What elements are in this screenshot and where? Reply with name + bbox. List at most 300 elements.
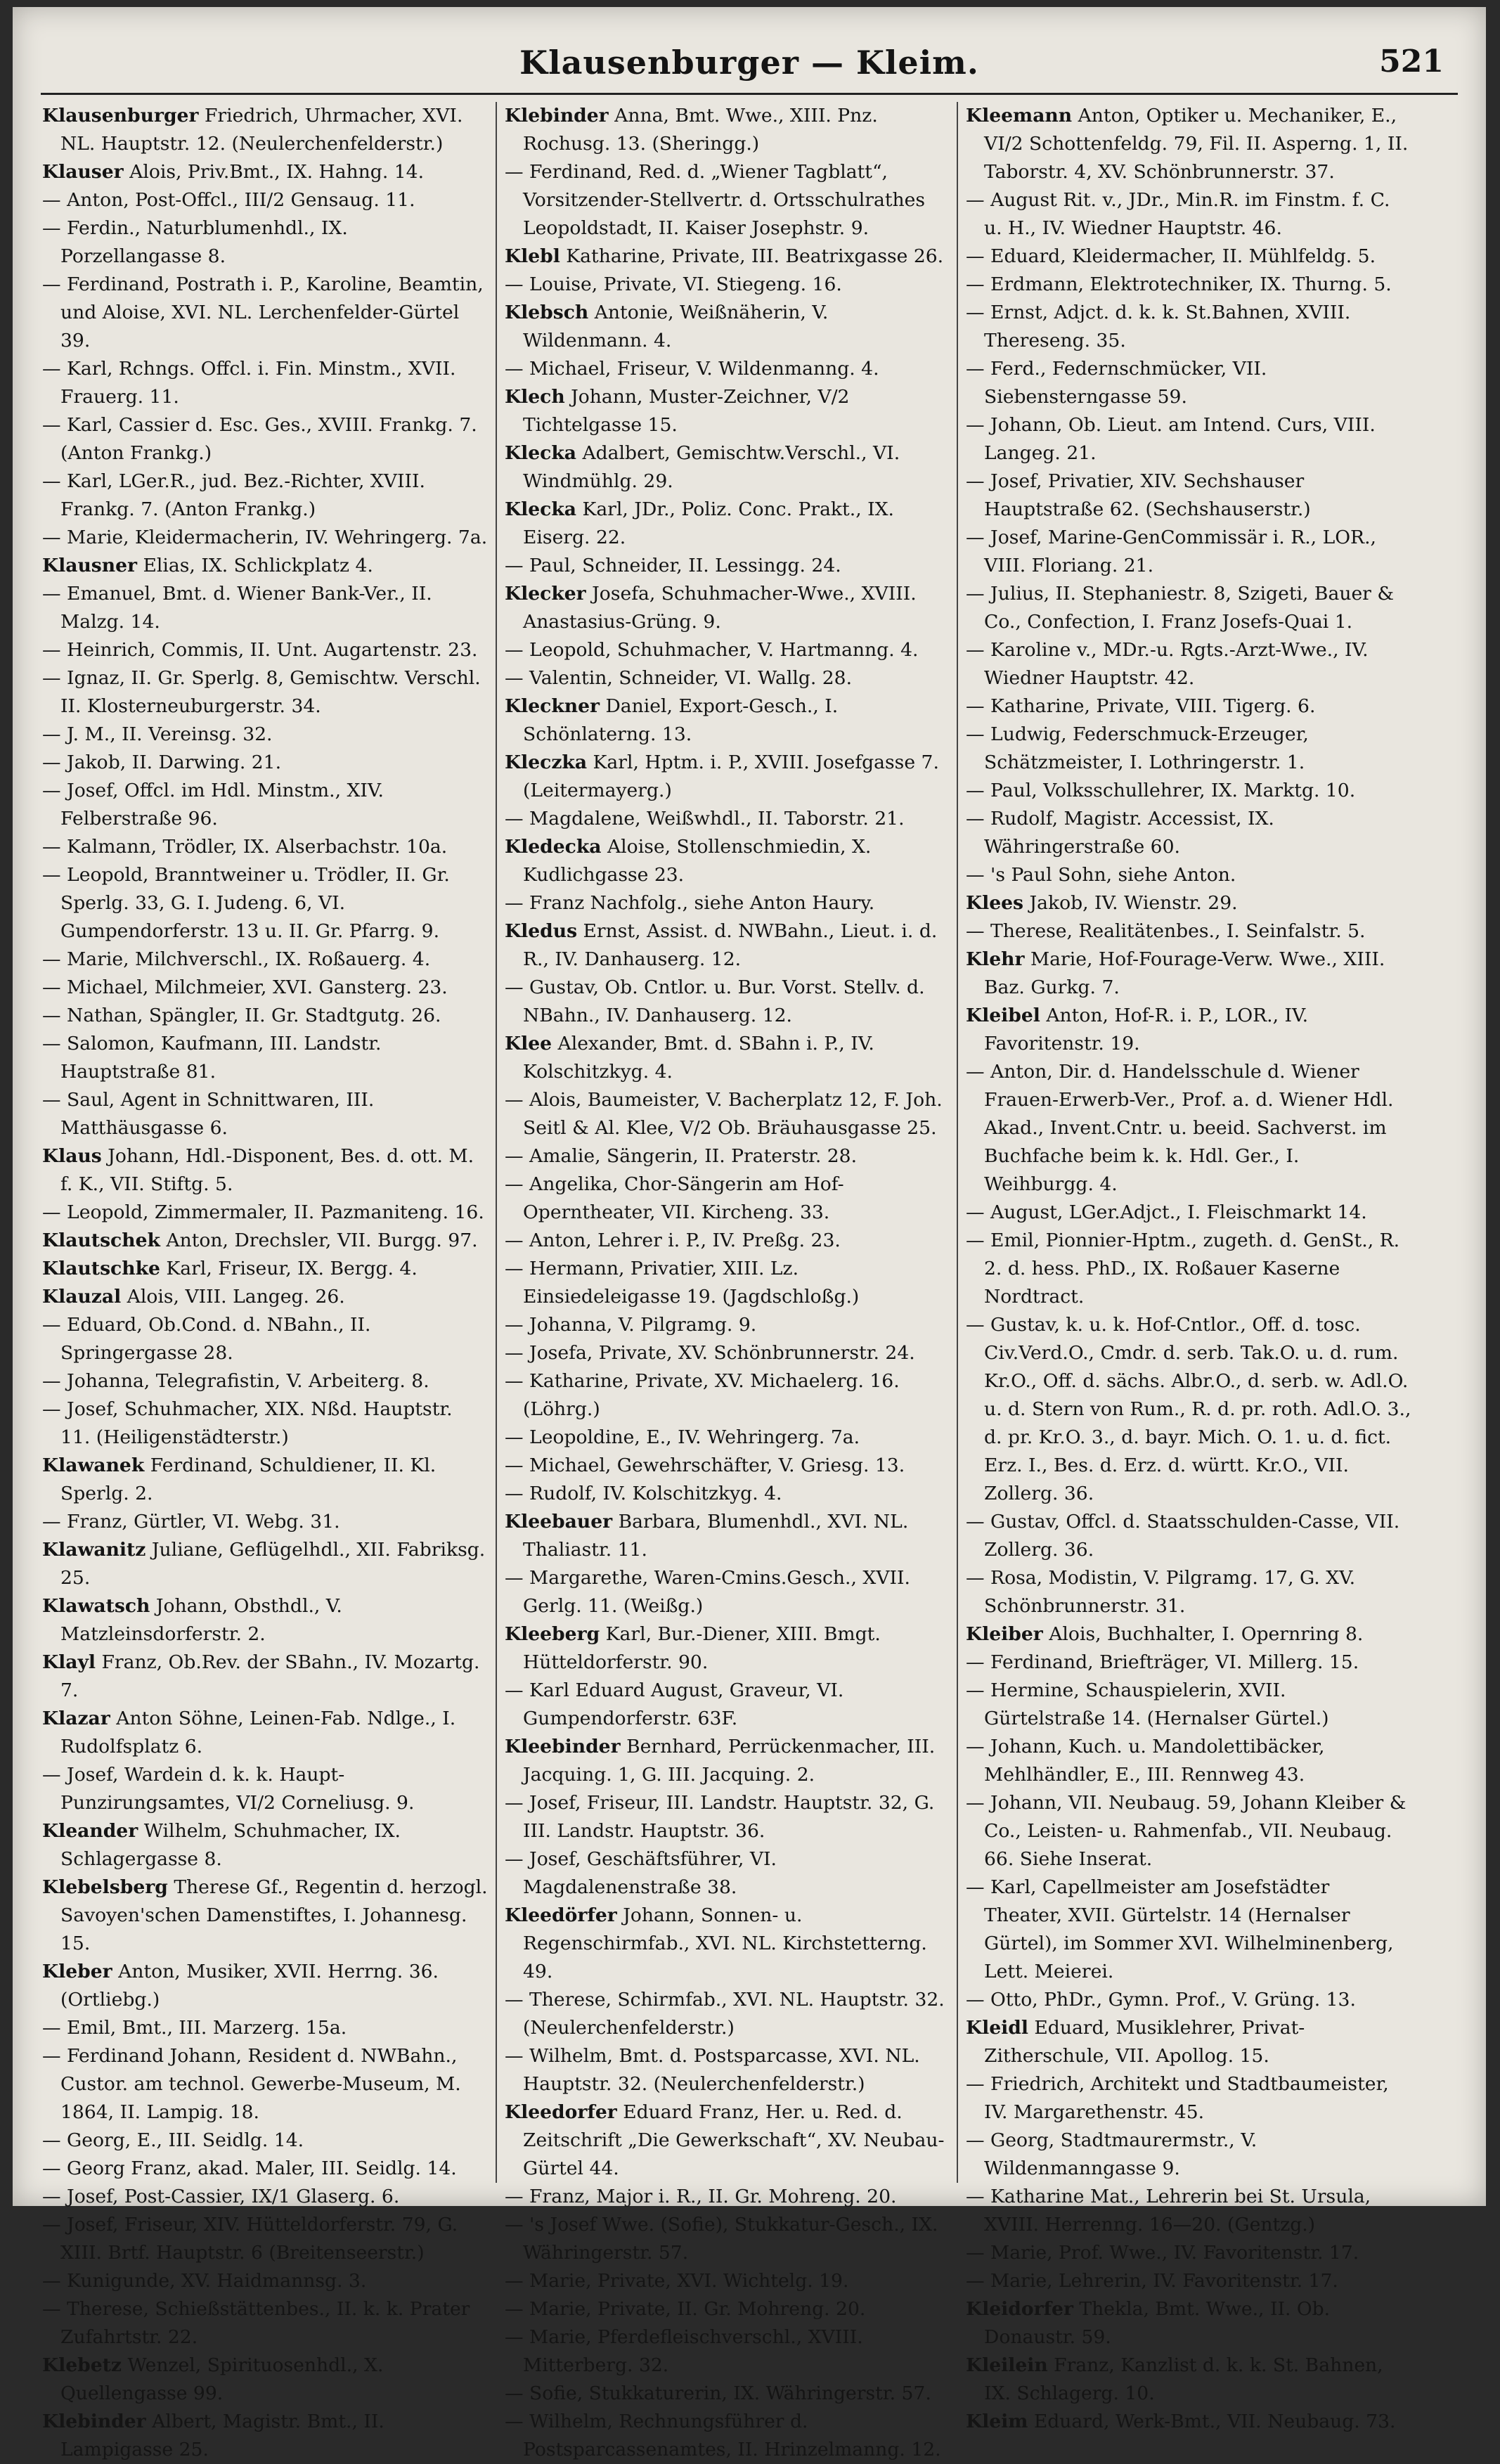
entry-text: Johann, Muster-Zeichner, V/2 Tichtelgasse 15. xyxy=(523,386,850,436)
directory-entry xyxy=(505,102,950,158)
directory-entry xyxy=(42,2352,488,2408)
entry-text: — Karl, LGer.R., jud. Bez.-Richter, XVIII. Frankg. 7. (Anton Frankg.) xyxy=(42,470,425,520)
entry-text: Katharine, Private, III. Beatrixgasse 26. xyxy=(560,245,944,267)
directory-entry xyxy=(42,1508,488,1536)
entry-surname: Klausner xyxy=(42,555,138,576)
directory-entry xyxy=(505,2211,950,2267)
entry-text: — Alois, Baumeister, V. Bacherplatz 12, F. Joh. Seitl & Al. Klee, V/2 Ob. Bräuhausgasse 25. xyxy=(505,1089,943,1139)
directory-entry xyxy=(505,1733,950,1789)
directory-entry xyxy=(966,186,1411,243)
entry-text: — Saul, Agent in Schnittwaren, III. Matthäusgasse 6. xyxy=(42,1089,375,1139)
entry-text: — Marie, Private, II. Gr. Mohreng. 20. xyxy=(505,2298,866,2320)
directory-entry xyxy=(42,1227,488,1255)
entry-surname: Klebl xyxy=(505,245,560,267)
entry-surname: Klaus xyxy=(42,1145,102,1167)
entry-text: — Josef, Offcl. im Hdl. Minstm., XIV. Felberstraße 96. xyxy=(42,780,384,830)
directory-entry xyxy=(966,1649,1411,1677)
directory-column-1 xyxy=(42,102,488,2460)
directory-entry xyxy=(966,1789,1411,1873)
directory-entry xyxy=(42,1649,488,1705)
entry-surname: Klautschke xyxy=(42,1258,160,1279)
directory-entry xyxy=(966,411,1411,467)
entry-text: Anna, Bmt. Wwe., XIII. Pnz. Rochusg. 13. (Sheringg.) xyxy=(523,105,878,155)
directory-entry xyxy=(505,2380,950,2408)
entry-surname: Kleiber xyxy=(966,1623,1043,1645)
directory-entry xyxy=(42,1817,488,1873)
entry-text: — Josef, Friseur, III. Landstr. Hauptstr. 32, G. III. Landstr. Hauptstr. 36. xyxy=(505,1792,935,1842)
directory-entry xyxy=(505,496,950,552)
entry-text: — Georg, Stadtmaurermstr., V. Wildenmanngasse 9. xyxy=(966,2129,1257,2179)
entry-text: — Rudolf, Magistr. Accessist, IX. Währingerstraße 60. xyxy=(966,808,1274,858)
entry-text: — Karl Eduard August, Graveur, VI. Gumpendorferstr. 63F. xyxy=(505,1679,844,1729)
directory-entry xyxy=(505,1311,950,1339)
entry-text: — Ferdinand Johann, Resident d. NWBahn., Custor. am technol. Gewerbe-Museum, M. 1864, II. Lampig. 18. xyxy=(42,2045,461,2123)
entry-text: — Johann, Kuch. u. Mandolettibäcker, Mehlhändler, E., III. Rennweg 43. xyxy=(966,1736,1325,1786)
entry-text: Alois, Buchhalter, I. Opernring 8. xyxy=(1042,1623,1364,1645)
entry-surname: Klawanek xyxy=(42,1454,145,1476)
entry-surname: Klech xyxy=(505,386,565,408)
directory-entry xyxy=(42,1536,488,1592)
directory-entry xyxy=(42,158,488,186)
entry-surname: Klees xyxy=(966,892,1024,914)
entry-text: — Paul, Schneider, II. Lessingg. 24. xyxy=(505,555,841,576)
directory-entry xyxy=(42,1873,488,1958)
entry-text: — Karoline v., MDr.-u. Rgts.-Arzt-Wwe., IV. Wiedner Hauptstr. 42. xyxy=(966,639,1369,689)
entry-text: — Rosa, Modistin, V. Pilgramg. 17, G. XV. Schönbrunnerstr. 31. xyxy=(966,1567,1356,1617)
directory-entry xyxy=(505,299,950,355)
directory-entry xyxy=(505,1620,950,1677)
entry-text: — Katharine, Private, VIII. Tigerg. 6. xyxy=(966,695,1316,717)
entry-text: — Kalmann, Trödler, IX. Alserbachstr. 10a. xyxy=(42,836,448,858)
entry-text: — Gustav, k. u. k. Hof-Cntlor., Off. d. tosc. Civ.Verd.O., Cmdr. d. serb. Tak.O. u. d. rum. Kr.O., Off. d. sächs. Albr.O., d. serb. w. Adl.O. u. d. Stern von Rum., R. d. pr. roth. Adl.O. 3., d. pr. Kr.O. 3., d. bayr. Mich. O. 1. u. d. fict. Erz. I., Bes. d. Erz. d. württ. Kr.O., VII. Zollerg. 36. xyxy=(966,1314,1411,1504)
entry-surname: Kleibel xyxy=(966,1005,1040,1026)
directory-entry xyxy=(966,2070,1411,2127)
directory-entry xyxy=(42,1761,488,1817)
directory-page xyxy=(13,7,1486,2460)
entry-text: Ferdinand, Schuldiener, II. Kl. Sperlg. 2. xyxy=(60,1454,437,1504)
entry-text: — Hermann, Privatier, XIII. Lz. Einsiedeleigasse 19. (Jagdschloßg.) xyxy=(505,1258,860,1308)
entry-text: — Ignaz, II. Gr. Sperlg. 8, Gemischtw. Verschl. II. Klosterneuburgerstr. 34. xyxy=(42,667,481,717)
entry-text: Eduard, Werk-Bmt., VII. Neubaug. 73. xyxy=(1028,2411,1396,2432)
entry-text: — Emil, Bmt., III. Marzerg. 15a. xyxy=(42,2017,347,2039)
entry-text: — Marie, Lehrerin, IV. Favoritenstr. 17. xyxy=(966,2270,1338,2292)
directory-entry xyxy=(42,946,488,974)
directory-entry xyxy=(505,1255,950,1311)
entry-surname: Klauzal xyxy=(42,1286,122,1308)
entry-text: — Therese, Schießstättenbes., II. k. k. Prater Zufahrtstr. 22. xyxy=(42,2298,470,2348)
directory-entry xyxy=(966,777,1411,805)
entry-text: — Anton, Lehrer i. P., IV. Preßg. 23. xyxy=(505,1230,841,1251)
entry-text: Thekla, Bmt. Wwe., II. Ob. Donaustr. 59. xyxy=(984,2298,1331,2348)
directory-entry xyxy=(505,2267,950,2295)
directory-entry xyxy=(505,1227,950,1255)
directory-entry xyxy=(42,2408,488,2464)
entry-surname: Klayl xyxy=(42,1651,96,1673)
entry-text: — Ernst, Adjct. d. k. k. St.Bahnen, XVIII. Thereseng. 35. xyxy=(966,302,1351,351)
directory-entry xyxy=(42,2211,488,2267)
entry-text: Albert, Magistr. Bmt., II. Lampigasse 25. xyxy=(60,2411,384,2460)
entry-text: — Katharine Mat., Lehrerin bei St. Ursula, XVIII. Herrenng. 16—20. (Gentzg.) xyxy=(966,2186,1371,2236)
entry-text: — Michael, Friseur, V. Wildenmanng. 4. xyxy=(505,358,879,380)
directory-entry xyxy=(966,1564,1411,1620)
directory-entry xyxy=(966,271,1411,299)
directory-entry xyxy=(966,1199,1411,1227)
entry-text: Karl, JDr., Poliz. Conc. Prakt., IX. Eiserg. 22. xyxy=(523,498,894,548)
directory-entry xyxy=(505,1902,950,1986)
directory-entry xyxy=(42,2127,488,2155)
directory-entry xyxy=(966,299,1411,355)
directory-entry xyxy=(42,721,488,749)
entry-text: — Eduard, Ob.Cond. d. NBahn., II. Springergasse 28. xyxy=(42,1314,371,1364)
directory-entry xyxy=(966,1986,1411,2014)
entry-surname: Klebsch xyxy=(505,302,589,323)
entry-text: — Louise, Private, VI. Stiegeng. 16. xyxy=(505,273,842,295)
directory-entry xyxy=(505,2183,950,2211)
entry-surname: Kleber xyxy=(42,1961,112,1982)
entry-surname: Klebetz xyxy=(42,2354,122,2376)
directory-entry xyxy=(966,1620,1411,1649)
directory-entry xyxy=(42,411,488,467)
directory-entry xyxy=(42,102,488,158)
directory-entry xyxy=(505,158,950,243)
entry-text: — Leopold, Zimmermaler, II. Pazmaniteng. 16. xyxy=(42,1201,484,1223)
entry-text: — Michael, Gewehrschäfter, V. Griesg. 13. xyxy=(505,1454,905,1476)
directory-entry xyxy=(966,946,1411,1002)
entry-text: Barbara, Blumenhdl., XVI. NL. Thaliastr. 11. xyxy=(523,1511,909,1561)
entry-text: — 's Paul Sohn, siehe Anton. xyxy=(966,864,1236,886)
entry-text: — Ludwig, Federschmuck-Erzeuger, Schätzmeister, I. Lothringerstr. 1. xyxy=(966,723,1309,773)
entry-surname: Klee xyxy=(505,1033,552,1054)
entry-text: Franz, Ob.Rev. der SBahn., IV. Mozartg. 7. xyxy=(60,1651,480,1701)
directory-entry xyxy=(505,1986,950,2042)
directory-entry xyxy=(42,636,488,664)
entry-surname: Klautschek xyxy=(42,1230,160,1251)
entry-text: — Hermine, Schauspielerin, XVII. Gürtelstraße 14. (Hernalser Gürtel.) xyxy=(966,1679,1329,1729)
entry-text: — Leopoldine, E., IV. Wehringerg. 7a. xyxy=(505,1426,860,1448)
entry-text: — Ferd., Federnschmücker, VII. Siebensterngasse 59. xyxy=(966,358,1267,408)
entry-text: — Otto, PhDr., Gymn. Prof., V. Grüng. 13. xyxy=(966,1989,1356,2011)
entry-surname: Klehr xyxy=(966,948,1025,970)
entry-surname: Klebelsberg xyxy=(42,1876,168,1898)
directory-entry xyxy=(42,1311,488,1367)
directory-entry xyxy=(966,917,1411,946)
entry-text: — Karl, Cassier d. Esc. Ges., XVIII. Frankg. 7. (Anton Frankg.) xyxy=(42,414,477,464)
entry-text: — Marie, Private, XVI. Wichtelg. 19. xyxy=(505,2270,849,2292)
directory-entry xyxy=(966,1873,1411,1986)
entry-text: Johann, Hdl.-Disponent, Bes. d. ott. M. f. K., VII. Stiftg. 5. xyxy=(60,1145,474,1195)
entry-text: — Josef, Schuhmacher, XIX. Nßd. Hauptstr. 11. (Heiligenstädterstr.) xyxy=(42,1398,453,1448)
directory-entry xyxy=(505,383,950,439)
entry-text: Adalbert, Gemischtw.Verschl., VI. Windmühlg. 29. xyxy=(523,442,900,492)
directory-entry xyxy=(42,1199,488,1227)
entry-text: Alois, VIII. Langeg. 26. xyxy=(121,1286,345,1308)
entry-text: Aloise, Stollenschmiedin, X. Kudlichgasse 23. xyxy=(523,836,872,886)
entry-text: Johann, Obsthdl., V. Matzleinsdorferstr. 2. xyxy=(60,1595,342,1645)
directory-entry xyxy=(505,271,950,299)
directory-entry xyxy=(42,186,488,214)
entry-surname: Kledecka xyxy=(505,836,602,858)
directory-entry xyxy=(42,1283,488,1311)
entry-text: — Johann, Ob. Lieut. am Intend. Curs, VIII. Langeg. 21. xyxy=(966,414,1376,464)
entry-text: — Magdalene, Weißwhdl., II. Taborstr. 21. xyxy=(505,808,905,830)
directory-entry xyxy=(966,1002,1411,1058)
entry-text: — Rudolf, IV. Kolschitzkyg. 4. xyxy=(505,1483,782,1504)
directory-entry xyxy=(42,552,488,580)
entry-text: — Nathan, Spängler, II. Gr. Stadtgutg. 26. xyxy=(42,1005,441,1026)
entry-text: — 's Josef Wwe. (Sofie), Stukkatur-Gesch., IX. Währingerstr. 57. xyxy=(505,2214,938,2264)
directory-entry xyxy=(966,721,1411,777)
entry-surname: Kleidorfer xyxy=(966,2298,1073,2320)
directory-entry xyxy=(42,1255,488,1283)
entry-surname: Klazar xyxy=(42,1708,110,1729)
entry-text: — Johanna, Telegrafistin, V. Arbeiterg. 8. xyxy=(42,1370,429,1392)
entry-text: Juliane, Geflügelhdl., XII. Fabriksg. 25. xyxy=(60,1539,486,1589)
directory-entry xyxy=(42,749,488,777)
entry-text: — Josef, Marine-GenCommissär i. R., LOR., VIII. Floriang. 21. xyxy=(966,527,1376,576)
entry-surname: Klecker xyxy=(505,583,586,605)
entry-text: — Therese, Realitätenbes., I. Seinfalstr. 5. xyxy=(966,920,1366,942)
directory-entry xyxy=(505,1170,950,1227)
entry-text: Karl, Hptm. i. P., XVIII. Josefgasse 7. (Leitermayerg.) xyxy=(523,752,939,801)
entry-text: — Emil, Pionnier-Hptm., zugeth. d. GenSt., R. 2. d. hess. PhD., IX. Roßauer Kaserne Nordtract. xyxy=(966,1230,1400,1308)
directory-entry xyxy=(966,355,1411,411)
entry-text: — Georg, E., III. Seidlg. 14. xyxy=(42,2129,304,2151)
directory-entry xyxy=(505,1508,950,1564)
entry-text: Jakob, IV. Wienstr. 29. xyxy=(1023,892,1238,914)
entry-text: — Marie, Prof. Wwe., IV. Favoritenstr. 17. xyxy=(966,2242,1359,2264)
directory-entry xyxy=(42,1452,488,1508)
entry-surname: Kleedörfer xyxy=(505,1904,617,1926)
directory-entry xyxy=(42,1395,488,1452)
entry-text: Anton, Optiker u. Mechaniker, E., VI/2 Schottenfeldg. 79, Fil. II. Asperng. 1, II. Taborstr. 4, XV. Schönbrunnerstr. 37. xyxy=(984,105,1409,183)
entry-surname: Kleander xyxy=(42,1820,138,1842)
entry-surname: Kleczka xyxy=(505,752,588,773)
entry-text: — Ferdinand, Briefträger, VI. Millerg. 15. xyxy=(966,1651,1359,1673)
entry-surname: Kleedorfer xyxy=(505,2101,617,2123)
entry-text: — Wilhelm, Bmt. d. Postsparcasse, XVI. NL. Hauptstr. 32. (Neulerchenfelderstr.) xyxy=(505,2045,920,2095)
entry-text: — Josef, Privatier, XIV. Sechshauser Hauptstraße 62. (Sechshauserstr.) xyxy=(966,470,1311,520)
entry-text: — Sofie, Stukkaturerin, IX. Währingerstr. 57. xyxy=(505,2382,931,2404)
entry-surname: Klebinder xyxy=(505,105,609,127)
directory-entry xyxy=(42,467,488,524)
directory-entry xyxy=(505,2098,950,2183)
directory-entry xyxy=(42,1705,488,1761)
entry-surname: Kleebinder xyxy=(505,1736,621,1757)
entry-text: Karl, Bur.-Diener, XIII. Bmgt. Hütteldorferstr. 90. xyxy=(523,1623,881,1673)
directory-entry xyxy=(966,1733,1411,1789)
entry-text: Therese Gf., Regentin d. herzogl. Savoyen'schen Damenstiftes, I. Johannesg. 15. xyxy=(60,1876,488,1954)
entry-text: Franz, Kanzlist d. k. k. St. Bahnen, IX. Schlagerg. 10. xyxy=(984,2354,1383,2404)
directory-entry xyxy=(505,1480,950,1508)
directory-entry xyxy=(505,917,950,974)
entry-text: Anton, Drechsler, VII. Burgg. 97. xyxy=(160,1230,478,1251)
directory-entry xyxy=(505,2295,950,2323)
directory-entry xyxy=(42,2155,488,2183)
entry-text: — Heinrich, Commis, II. Unt. Augartenstr. 23. xyxy=(42,639,478,661)
entry-text: — Friedrich, Architekt und Stadtbaumeister, IV. Margarethenstr. 45. xyxy=(966,2073,1389,2123)
entry-text: — Ferdinand, Red. d. „Wiener Tagblatt“, Vorsitzender-Stellvertr. d. Ortsschulrathes Leopoldstadt, II. Kaiser Josephstr. 9. xyxy=(505,161,926,239)
entry-text: — Marie, Pferdefleischverschl., XVIII. Mitterberg. 32. xyxy=(505,2326,863,2376)
directory-column-2 xyxy=(505,102,950,2460)
directory-entry xyxy=(505,692,950,749)
directory-entry xyxy=(966,2295,1411,2352)
entry-text: Anton, Hof-R. i. P., LOR., IV. Favoritenstr. 19. xyxy=(984,1005,1309,1054)
directory-entry xyxy=(42,1142,488,1199)
entry-surname: Klausenburger xyxy=(42,105,199,127)
entry-text: Johann, Sonnen- u. Regenschirmfab., XVI. NL. Kirchstetterng. 49. xyxy=(523,1904,927,1982)
directory-entry xyxy=(966,2408,1411,2436)
entry-text: — Angelika, Chor-Sängerin am Hof-Operntheater, VII. Kircheng. 33. xyxy=(505,1173,844,1223)
entry-text: — Josef, Geschäftsführer, VI. Magdalenenstraße 38. xyxy=(505,1848,777,1898)
entry-text: — August Rit. v., JDr., Min.R. im Finstm. f. C. u. H., IV. Wiedner Hauptstr. 46. xyxy=(966,189,1390,239)
entry-text: — Therese, Schirmfab., XVI. NL. Hauptstr. 32. (Neulerchenfelderstr.) xyxy=(505,1989,945,2039)
entry-text: — Josef, Wardein d. k. k. Haupt-Punzirungsamtes, VI/2 Corneliusg. 9. xyxy=(42,1764,415,1814)
entry-text: Eduard Franz, Her. u. Red. d. Zeitschrift „Die Gewerkschaft“, XV. Neubau-Gürtel 44. xyxy=(523,2101,945,2179)
directory-entry xyxy=(966,636,1411,692)
directory-entry xyxy=(966,1508,1411,1564)
entry-surname: Klawanitz xyxy=(42,1539,146,1561)
entry-text: — Leopold, Branntweiner u. Trödler, II. Gr. Sperlg. 33, G. I. Judeng. 6, VI. Gumpendorferstr. 13 u. II. Gr. Pfarrg. 9. xyxy=(42,864,450,942)
directory-entry xyxy=(42,861,488,946)
directory-entry xyxy=(966,861,1411,889)
entry-text: — Katharine, Private, XV. Michaelerg. 16. (Löhrg.) xyxy=(505,1370,900,1420)
directory-entry xyxy=(505,833,950,889)
entry-text: — Eduard, Kleidermacher, II. Mühlfeldg. 5. xyxy=(966,245,1376,267)
entry-surname: Klauser xyxy=(42,161,124,183)
directory-entry xyxy=(505,636,950,664)
directory-entry xyxy=(505,889,950,917)
entry-text: Alois, Priv.Bmt., IX. Hahng. 14. xyxy=(123,161,425,183)
directory-entry xyxy=(505,749,950,805)
entry-text: — Julius, II. Stephaniestr. 8, Szigeti, Bauer & Co., Confection, I. Franz Josefs-Quai 1. xyxy=(966,583,1395,633)
directory-entry xyxy=(42,777,488,833)
page-title: Klausenburger — Kleim. xyxy=(519,44,979,82)
entry-text: — Margarethe, Waren-Cmins.Gesch., XVII. Gerlg. 11. (Weißg.) xyxy=(505,1567,910,1617)
entry-text: Antonie, Weißnäherin, V. Wildenmann. 4. xyxy=(523,302,829,351)
directory-entry xyxy=(42,1086,488,1142)
entry-text: — Marie, Kleidermacherin, IV. Wehringerg. 7a. xyxy=(42,527,488,548)
directory-entry xyxy=(42,580,488,636)
directory-entry xyxy=(505,1789,950,1845)
header-divider xyxy=(41,93,1458,95)
directory-entry xyxy=(966,2183,1411,2239)
directory-entry xyxy=(505,552,950,580)
directory-entry xyxy=(505,1845,950,1902)
directory-entry xyxy=(966,2127,1411,2183)
directory-entry xyxy=(966,102,1411,186)
entry-text: — Franz Nachfolg., siehe Anton Haury. xyxy=(505,892,875,914)
entry-text: — Karl, Rchngs. Offcl. i. Fin. Minstm., XVII. Frauerg. 11. xyxy=(42,358,456,408)
directory-entry xyxy=(966,467,1411,524)
entry-text: — August, LGer.Adjct., I. Fleischmarkt 14. xyxy=(966,1201,1367,1223)
directory-entry xyxy=(505,1142,950,1170)
entry-text: Ernst, Assist. d. NWBahn., Lieut. i. d. R., IV. Danhauserg. 12. xyxy=(523,920,938,970)
directory-entry xyxy=(505,1564,950,1620)
directory-entry xyxy=(42,1592,488,1649)
entry-text: Karl, Friseur, IX. Bergg. 4. xyxy=(160,1258,418,1279)
entry-text: — Johanna, V. Pilgramg. 9. xyxy=(505,1314,757,1336)
entry-text: — Josef, Friseur, XIV. Hütteldorferstr. 79, G. XIII. Brtf. Hauptstr. 6 (Breitenseerstr.) xyxy=(42,2214,458,2264)
entry-text: Marie, Hof-Fourage-Verw. Wwe., XIII. Baz. Gurkg. 7. xyxy=(984,948,1385,998)
directory-entry xyxy=(966,692,1411,721)
entry-text: Daniel, Export-Gesch., I. Schönlaterng. 13. xyxy=(523,695,839,745)
entry-text: Eduard, Musiklehrer, Privat-Zitherschule, VII. Apollog. 15. xyxy=(984,2017,1305,2067)
page-number: 521 xyxy=(1379,44,1444,79)
entry-text: Elias, IX. Schlickplatz 4. xyxy=(137,555,373,576)
directory-entry xyxy=(42,214,488,271)
directory-entry xyxy=(966,2014,1411,2070)
directory-entry xyxy=(505,805,950,833)
directory-entry xyxy=(966,1227,1411,1311)
directory-entry xyxy=(505,243,950,271)
directory-entry xyxy=(505,1677,950,1733)
entry-text: — Anton, Post-Offcl., III/2 Gensaug. 11. xyxy=(42,189,415,211)
entry-text: — Josef, Post-Cassier, IX/1 Glaserg. 6. xyxy=(42,2186,400,2207)
entry-text: Wenzel, Spirituosenhdl., X. Quellengasse 99. xyxy=(60,2354,384,2404)
column-divider xyxy=(496,102,497,2183)
directory-entry xyxy=(505,2323,950,2380)
entry-text: — Wilhelm, Rechnungsführer d. Postsparcassenamtes, II. Hrinzelmanng. 12. xyxy=(505,2411,941,2460)
directory-entry xyxy=(505,2408,950,2464)
directory-entry xyxy=(966,524,1411,580)
entry-text: — Marie, Milchverschl., IX. Roßauerg. 4. xyxy=(42,948,431,970)
entry-text: — Leopold, Schuhmacher, V. Hartmanng. 4. xyxy=(505,639,919,661)
entry-surname: Kleeberg xyxy=(505,1623,600,1645)
directory-entry xyxy=(42,1958,488,2014)
entry-text: — Franz, Major i. R., II. Gr. Mohreng. 20. xyxy=(505,2186,897,2207)
directory-entry xyxy=(42,2267,488,2295)
entry-text: — Jakob, II. Darwing. 21. xyxy=(42,752,282,773)
directory-entry xyxy=(505,1086,950,1142)
entry-surname: Klawatsch xyxy=(42,1595,150,1617)
entry-text: — Valentin, Schneider, VI. Wallg. 28. xyxy=(505,667,853,689)
directory-entry xyxy=(505,439,950,496)
entry-text: — Amalie, Sängerin, II. Praterstr. 28. xyxy=(505,1145,858,1167)
directory-entry xyxy=(505,1030,950,1086)
directory-entry xyxy=(42,2295,488,2352)
directory-column-3 xyxy=(966,102,1411,2432)
entry-surname: Klecka xyxy=(505,442,576,464)
directory-entry xyxy=(42,2183,488,2211)
directory-entry xyxy=(966,1677,1411,1733)
entry-text: — Paul, Volksschullehrer, IX. Marktg. 10. xyxy=(966,780,1356,801)
directory-entry xyxy=(966,805,1411,861)
directory-entry xyxy=(505,974,950,1030)
entry-text: — Emanuel, Bmt. d. Wiener Bank-Ver., II. Malzg. 14. xyxy=(42,583,432,633)
directory-entry xyxy=(505,1424,950,1452)
entry-text: — Anton, Dir. d. Handelsschule d. Wiener Frauen-Erwerb-Ver., Prof. a. d. Wiener Hdl. Akad., Invent.Cntr. u. beeid. Sachverst. im Buchfache beim k. k. Hdl. Ger., I. Weihburgg. 4. xyxy=(966,1061,1394,1195)
entry-text: — Johann, VII. Neubaug. 59, Johann Kleiber & Co., Leisten- u. Rahmenfab., VII. Neubaug. 66. Siehe Inserat. xyxy=(966,1792,1407,1870)
directory-entry xyxy=(42,2042,488,2127)
directory-entry xyxy=(42,524,488,552)
entry-text: — Franz, Gürtler, VI. Webg. 31. xyxy=(42,1511,340,1533)
directory-entry xyxy=(505,1452,950,1480)
entry-text: — Gustav, Offcl. d. Staatsschulden-Casse, VII. Zollerg. 36. xyxy=(966,1511,1400,1561)
directory-entry xyxy=(42,1030,488,1086)
directory-entry xyxy=(966,580,1411,636)
entry-text: Anton, Musiker, XVII. Herrng. 36. (Ortliebg.) xyxy=(60,1961,439,2011)
entry-surname: Kleim xyxy=(966,2411,1028,2432)
entry-text: — Erdmann, Elektrotechniker, IX. Thurng. 5. xyxy=(966,273,1392,295)
directory-entry xyxy=(966,2267,1411,2295)
directory-entry xyxy=(505,355,950,383)
entry-surname: Kleilein xyxy=(966,2354,1048,2376)
directory-entry xyxy=(42,355,488,411)
directory-entry xyxy=(42,2014,488,2042)
directory-entry xyxy=(505,580,950,636)
directory-entry xyxy=(42,833,488,861)
entry-text: Alexander, Bmt. d. SBahn i. P., IV. Kolschitzkyg. 4. xyxy=(523,1033,874,1083)
